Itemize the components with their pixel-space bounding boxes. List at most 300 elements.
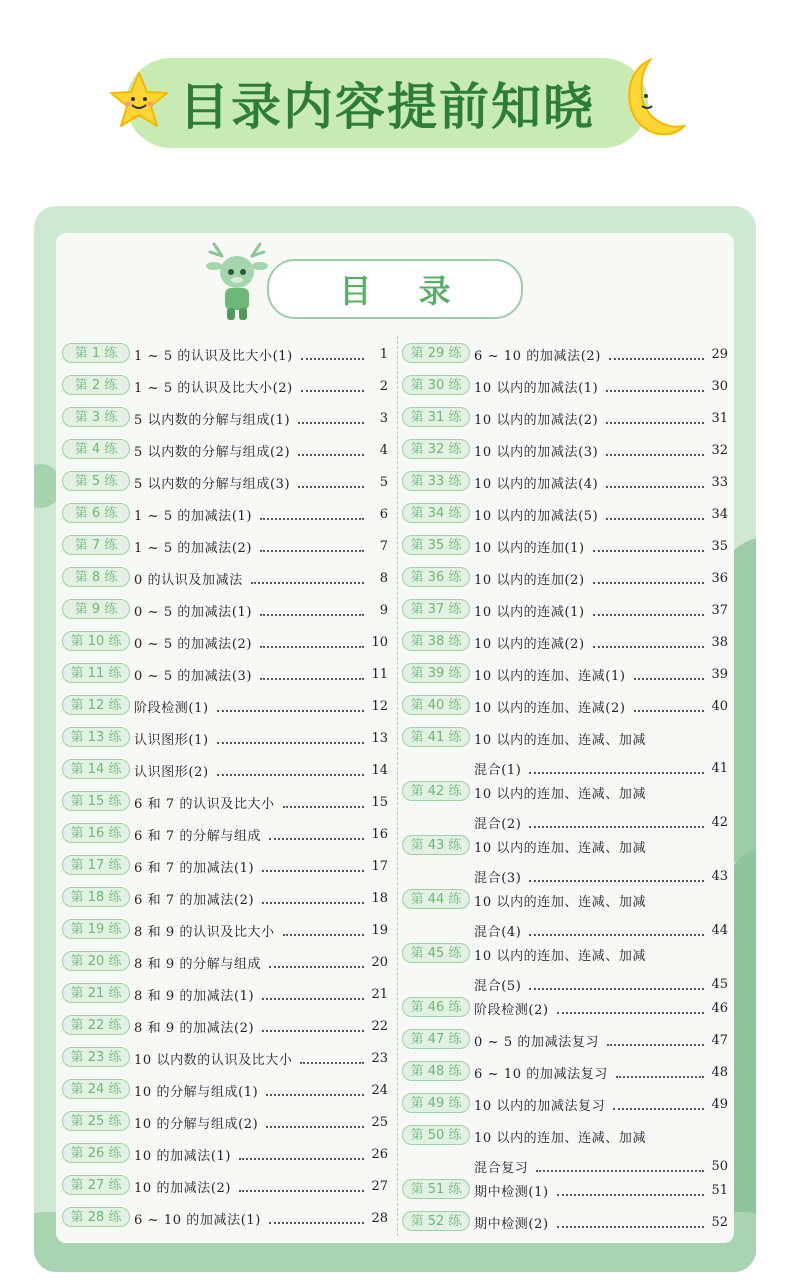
lesson-badge: 第 49 练: [402, 1093, 470, 1113]
lesson-badge: 第 40 练: [402, 695, 470, 715]
page-number: 22: [371, 1018, 388, 1034]
leader-dots: [262, 997, 364, 1000]
leader-dots: [634, 709, 705, 712]
leader-dots: [529, 987, 704, 990]
entry-line: [134, 503, 388, 525]
toc-entry[interactable]: [62, 695, 388, 717]
entry-title: 10 的加减法(1): [134, 1148, 232, 1164]
toc-entry[interactable]: [62, 1079, 388, 1101]
toc-entry[interactable]: [62, 407, 388, 429]
toc-entry[interactable]: [402, 943, 728, 994]
entry-line: [134, 1047, 388, 1069]
lesson-badge: 第 36 练: [402, 567, 470, 587]
entry-line: [134, 695, 388, 717]
page-number: 16: [371, 826, 388, 842]
leader-dots: [536, 1169, 704, 1172]
lesson-badge: 第 17 练: [62, 855, 130, 875]
toc-entry[interactable]: [402, 1061, 728, 1083]
entry-line: [474, 375, 728, 397]
page-number: 51: [711, 1182, 728, 1198]
entry-title-line: [474, 781, 728, 803]
page-number: 7: [379, 538, 388, 554]
page-number: 38: [711, 634, 728, 650]
toc-entry[interactable]: [62, 663, 388, 685]
entry-title-line: [474, 889, 728, 911]
entry-title: 10 以内的加减法(1): [474, 380, 599, 396]
entry-line: [474, 663, 728, 685]
entry-line: [134, 631, 388, 653]
entry-title: 期中检测(2): [474, 1216, 549, 1232]
lesson-badge: 第 46 练: [402, 997, 470, 1017]
deer-mascot-icon: [204, 242, 270, 324]
toc-entry[interactable]: [62, 823, 388, 845]
leader-dots: [251, 581, 364, 584]
toc-entry[interactable]: [62, 1175, 388, 1197]
leader-dots: [616, 1075, 704, 1078]
entry-title-line: [474, 1125, 728, 1147]
entry-title: 8 和 9 的认识及比大小: [134, 924, 275, 940]
leader-dots: [301, 389, 364, 392]
page-number: 20: [371, 954, 388, 970]
entry-line: [134, 375, 388, 397]
page-number: 2: [379, 378, 388, 394]
leader-dots: [593, 613, 704, 616]
toc-entry[interactable]: [62, 983, 388, 1005]
lesson-badge: 第 18 练: [62, 887, 130, 907]
leader-dots: [298, 453, 364, 456]
entry-line: [474, 567, 728, 589]
entry-continuation-line: [474, 757, 728, 779]
toc-entry[interactable]: [402, 503, 728, 525]
page-number: 14: [371, 762, 388, 778]
toc-entry[interactable]: [62, 727, 388, 749]
toc-entry[interactable]: [62, 631, 388, 653]
page-number: 23: [371, 1050, 388, 1066]
crescent-moon-icon: [616, 56, 688, 140]
leader-dots: [260, 517, 364, 520]
leader-dots: [217, 741, 364, 744]
page-number: 32: [711, 442, 728, 458]
lesson-badge: 第 16 练: [62, 823, 130, 843]
lesson-badge: 第 29 练: [402, 343, 470, 363]
leader-dots: [262, 1029, 364, 1032]
page-number: 19: [371, 922, 388, 938]
lesson-badge: 第 2 练: [62, 375, 130, 395]
entry-title: 10 以内的加减法(4): [474, 476, 599, 492]
toc-entry[interactable]: [62, 1207, 388, 1229]
page-number: 46: [711, 1000, 728, 1016]
entry-title: 10 以内的加减法(3): [474, 444, 599, 460]
entry-title: 10 以内的连加、连减、加减: [474, 894, 647, 910]
entry-line: [134, 599, 388, 621]
toc-entry[interactable]: [402, 663, 728, 685]
toc-entry[interactable]: [62, 887, 388, 909]
toc-entry[interactable]: [402, 471, 728, 493]
lesson-badge: 第 48 练: [402, 1061, 470, 1081]
entry-line: [134, 567, 388, 589]
toc-entry[interactable]: [402, 1211, 728, 1233]
toc-entry[interactable]: [402, 1029, 728, 1051]
entry-line: [134, 791, 388, 813]
entry-title: 10 以内的连减(2): [474, 636, 585, 652]
toc-heading: 目 录: [267, 259, 523, 319]
lesson-badge: 第 8 练: [62, 567, 130, 587]
page-number: 5: [379, 474, 388, 490]
lesson-badge: 第 9 练: [62, 599, 130, 619]
entry-line: [134, 343, 388, 365]
toc-entry[interactable]: [62, 1111, 388, 1133]
page-number: 3: [379, 410, 388, 426]
leader-dots: [606, 485, 704, 488]
lesson-badge: 第 31 练: [402, 407, 470, 427]
leader-dots: [260, 677, 364, 680]
toc-entry[interactable]: [402, 567, 728, 589]
entry-title: 10 以内的连加(1): [474, 540, 585, 556]
entry-line: [134, 919, 388, 941]
toc-entry[interactable]: [402, 727, 728, 778]
entry-title: 认识图形(2): [134, 764, 209, 780]
leader-dots: [606, 517, 704, 520]
lesson-badge: 第 20 练: [62, 951, 130, 971]
entry-line: [474, 407, 728, 429]
page-number: 44: [711, 922, 728, 938]
leader-dots: [239, 1157, 364, 1160]
toc-entry[interactable]: [402, 375, 728, 397]
leader-dots: [609, 357, 704, 360]
leader-dots: [593, 645, 704, 648]
entry-line: [474, 343, 728, 365]
page-number: 36: [711, 570, 728, 586]
page-number: 41: [711, 760, 728, 776]
lesson-badge: 第 5 练: [62, 471, 130, 491]
entry-title: 10 以内数的认识及比大小: [134, 1052, 293, 1068]
entry-line: [134, 535, 388, 557]
entry-line: [134, 1111, 388, 1133]
toc-entry[interactable]: [62, 439, 388, 461]
entry-title-cont: 混合(2): [474, 816, 522, 832]
lesson-badge: 第 44 练: [402, 889, 470, 909]
leader-dots: [606, 389, 704, 392]
toc-entry[interactable]: [62, 599, 388, 621]
toc-entry[interactable]: [62, 567, 388, 589]
leader-dots: [217, 773, 364, 776]
lesson-badge: 第 51 练: [402, 1179, 470, 1199]
entry-line: [134, 439, 388, 461]
toc-entry[interactable]: [62, 919, 388, 941]
leader-dots: [606, 453, 704, 456]
entry-line: [134, 1015, 388, 1037]
toc-entry[interactable]: [402, 835, 728, 886]
page-number: 42: [711, 814, 728, 830]
leader-dots: [260, 549, 364, 552]
page-number: 11: [371, 666, 388, 682]
leader-dots: [529, 771, 704, 774]
entry-title: 6 和 7 的加减法(1): [134, 860, 255, 876]
entry-line: [474, 439, 728, 461]
entry-line: [134, 727, 388, 749]
entry-title: 阶段检测(2): [474, 1002, 549, 1018]
page-number: 30: [711, 378, 728, 394]
entry-title: 10 以内的连加、连减、加减: [474, 786, 647, 802]
lesson-badge: 第 41 练: [402, 727, 470, 747]
entry-line: [474, 1093, 728, 1115]
lesson-badge: 第 30 练: [402, 375, 470, 395]
entry-line: [474, 1061, 728, 1083]
page-number: 10: [371, 634, 388, 650]
toc-entry[interactable]: [62, 855, 388, 877]
page-number: 15: [371, 794, 388, 810]
toc-entry[interactable]: [62, 791, 388, 813]
toc-entry[interactable]: [402, 1179, 728, 1201]
entry-title: 1 ~ 5 的认识及比大小(2): [134, 380, 293, 396]
entry-line: [474, 1029, 728, 1051]
leader-dots: [262, 901, 364, 904]
toc-entry[interactable]: [402, 781, 728, 832]
lesson-badge: 第 33 练: [402, 471, 470, 491]
entry-title: 1 ~ 5 的加减法(1): [134, 508, 253, 524]
lesson-badge: 第 11 练: [62, 663, 130, 683]
toc-entry[interactable]: [402, 889, 728, 940]
entry-line: [134, 663, 388, 685]
entry-line: [134, 1207, 388, 1229]
page-number: 9: [379, 602, 388, 618]
smiling-star-icon: [108, 70, 170, 132]
toc-entry[interactable]: [402, 695, 728, 717]
toc-entry[interactable]: [62, 951, 388, 973]
lesson-badge: 第 24 练: [62, 1079, 130, 1099]
entry-continuation-line: [474, 811, 728, 833]
leader-dots: [529, 933, 704, 936]
toc-entry[interactable]: [62, 375, 388, 397]
entry-title: 10 以内的连加、连减、加减: [474, 1130, 647, 1146]
entry-title: 8 和 9 的分解与组成: [134, 956, 262, 972]
entry-continuation-line: [474, 919, 728, 941]
entry-title: 0 的认识及加减法: [134, 572, 243, 588]
entry-title: 6 和 7 的认识及比大小: [134, 796, 275, 812]
page-number: 50: [711, 1158, 728, 1174]
lesson-badge: 第 35 练: [402, 535, 470, 555]
entry-title: 10 以内的加减法复习: [474, 1098, 606, 1114]
lesson-badge: 第 37 练: [402, 599, 470, 619]
entry-line: [474, 631, 728, 653]
entry-title: 认识图形(1): [134, 732, 209, 748]
entry-line: [474, 1211, 728, 1233]
lesson-badge: 第 43 练: [402, 835, 470, 855]
page-number: 18: [371, 890, 388, 906]
page-number: 39: [711, 666, 728, 682]
entry-title: 6 和 7 的加减法(2): [134, 892, 255, 908]
entry-line: [134, 823, 388, 845]
page-number: 27: [371, 1178, 388, 1194]
entry-line: [134, 1175, 388, 1197]
leader-dots: [593, 581, 704, 584]
entry-line: [134, 471, 388, 493]
entry-title: 10 以内的连加(2): [474, 572, 585, 588]
entry-line: [474, 1179, 728, 1201]
entry-title: 8 和 9 的加减法(2): [134, 1020, 255, 1036]
toc-entry[interactable]: [402, 997, 728, 1019]
leader-dots: [529, 879, 704, 882]
entry-title-cont: 混合(5): [474, 978, 522, 994]
toc-entry[interactable]: [402, 631, 728, 653]
leader-dots: [239, 1189, 364, 1192]
lesson-badge: 第 27 练: [62, 1175, 130, 1195]
toc-entry[interactable]: [62, 535, 388, 557]
lesson-badge: 第 50 练: [402, 1125, 470, 1145]
leader-dots: [260, 645, 364, 648]
entry-title: 6 ~ 10 的加减法(2): [474, 348, 601, 364]
entry-title: 10 以内的连减(1): [474, 604, 585, 620]
toc-entry[interactable]: [62, 1143, 388, 1165]
page-number: 33: [711, 474, 728, 490]
page-number: 26: [371, 1146, 388, 1162]
lesson-badge: 第 12 练: [62, 695, 130, 715]
entry-title: 5 以内数的分解与组成(3): [134, 476, 291, 492]
leader-dots: [266, 1093, 364, 1096]
entry-title: 8 和 9 的加减法(1): [134, 988, 255, 1004]
entry-line: [134, 855, 388, 877]
page-title: 目录内容提前知晓: [179, 78, 595, 136]
entry-line: [474, 599, 728, 621]
page-number: 8: [379, 570, 388, 586]
lesson-badge: 第 34 练: [402, 503, 470, 523]
page-number: 29: [711, 346, 728, 362]
page-number: 45: [711, 976, 728, 992]
toc-entry[interactable]: [402, 1093, 728, 1115]
entry-title: 期中检测(1): [474, 1184, 549, 1200]
page-number: 4: [379, 442, 388, 458]
entry-title: 6 ~ 10 的加减法(1): [134, 1212, 261, 1228]
toc-entry[interactable]: [402, 439, 728, 461]
toc-entry[interactable]: [62, 503, 388, 525]
leader-dots: [613, 1107, 704, 1110]
entry-line: [474, 535, 728, 557]
entry-line: [474, 997, 728, 1019]
entry-title: 5 以内数的分解与组成(1): [134, 412, 291, 428]
leader-dots: [298, 421, 364, 424]
leader-dots: [607, 1043, 704, 1046]
entry-title-cont: 混合复习: [474, 1160, 529, 1176]
entry-title: 0 ~ 5 的加减法(1): [134, 604, 253, 620]
page-number: 49: [711, 1096, 728, 1112]
entry-line: [474, 503, 728, 525]
lesson-badge: 第 3 练: [62, 407, 130, 427]
page-number: 40: [711, 698, 728, 714]
entry-title: 10 以内的连加、连减(2): [474, 700, 626, 716]
page-number: 47: [711, 1032, 728, 1048]
entry-title: 10 的加减法(2): [134, 1180, 232, 1196]
leader-dots: [283, 933, 364, 936]
page-number: 1: [379, 346, 388, 362]
entry-continuation-line: [474, 973, 728, 995]
toc-entry[interactable]: [402, 535, 728, 557]
entry-continuation-line: [474, 865, 728, 887]
leader-dots: [217, 709, 364, 712]
lesson-badge: 第 52 练: [402, 1211, 470, 1231]
entry-line: [134, 887, 388, 909]
entry-title-line: [474, 727, 728, 749]
entry-title: 0 ~ 5 的加减法(2): [134, 636, 253, 652]
page-number: 24: [371, 1082, 388, 1098]
leader-dots: [593, 549, 704, 552]
entry-title: 6 ~ 10 的加减法复习: [474, 1066, 608, 1082]
column-divider: [397, 336, 398, 1236]
entry-title-cont: 混合(3): [474, 870, 522, 886]
lesson-badge: 第 13 练: [62, 727, 130, 747]
lesson-badge: 第 7 练: [62, 535, 130, 555]
entry-line: [134, 407, 388, 429]
leader-dots: [301, 357, 364, 360]
lesson-badge: 第 38 练: [402, 631, 470, 651]
entry-line: [134, 1143, 388, 1165]
entry-title: 10 以内的连加、连减、加减: [474, 840, 647, 856]
toc-entry[interactable]: [402, 1125, 728, 1176]
leader-dots: [260, 613, 364, 616]
toc-entry[interactable]: [402, 407, 728, 429]
leader-dots: [266, 1125, 364, 1128]
toc-entry[interactable]: [62, 471, 388, 493]
entry-title-cont: 混合(1): [474, 762, 522, 778]
lesson-badge: 第 45 练: [402, 943, 470, 963]
page-number: 35: [711, 538, 728, 554]
leader-dots: [269, 837, 364, 840]
lesson-badge: 第 4 练: [62, 439, 130, 459]
leader-dots: [262, 869, 364, 872]
header-banner: [126, 58, 648, 148]
page-number: 17: [371, 858, 388, 874]
lesson-badge: 第 28 练: [62, 1207, 130, 1227]
entry-title: 10 以内的连加、连减(1): [474, 668, 626, 684]
page-number: 43: [711, 868, 728, 884]
entry-title: 10 以内的连加、连减、加减: [474, 948, 647, 964]
lesson-badge: 第 15 练: [62, 791, 130, 811]
page-number: 13: [371, 730, 388, 746]
page-number: 6: [379, 506, 388, 522]
leader-dots: [283, 805, 364, 808]
entry-title: 阶段检测(1): [134, 700, 209, 716]
toc-entry[interactable]: [62, 1047, 388, 1069]
toc-entry[interactable]: [402, 343, 728, 365]
lesson-badge: 第 10 练: [62, 631, 130, 651]
lesson-badge: 第 6 练: [62, 503, 130, 523]
entry-title: 10 的分解与组成(1): [134, 1084, 259, 1100]
entry-title-cont: 混合(4): [474, 924, 522, 940]
entry-title: 0 ~ 5 的加减法(3): [134, 668, 253, 684]
leader-dots: [298, 485, 364, 488]
lesson-badge: 第 32 练: [402, 439, 470, 459]
entry-line: [134, 1079, 388, 1101]
leader-dots: [557, 1193, 704, 1196]
leader-dots: [300, 1061, 364, 1064]
entry-line: [134, 759, 388, 781]
entry-continuation-line: [474, 1155, 728, 1177]
page-number: 34: [711, 506, 728, 522]
lesson-badge: 第 1 练: [62, 343, 130, 363]
page-number: 25: [371, 1114, 388, 1130]
leader-dots: [634, 677, 705, 680]
entry-title: 1 ~ 5 的加减法(2): [134, 540, 253, 556]
toc-entry[interactable]: [62, 343, 388, 365]
toc-entry[interactable]: [62, 1015, 388, 1037]
lesson-badge: 第 19 练: [62, 919, 130, 939]
entry-title-line: [474, 943, 728, 965]
entry-title: 1 ~ 5 的认识及比大小(1): [134, 348, 293, 364]
lesson-badge: 第 25 练: [62, 1111, 130, 1131]
toc-entry[interactable]: [62, 759, 388, 781]
toc-entry[interactable]: [402, 599, 728, 621]
entry-line: [474, 695, 728, 717]
entry-title: 0 ~ 5 的加减法复习: [474, 1034, 600, 1050]
